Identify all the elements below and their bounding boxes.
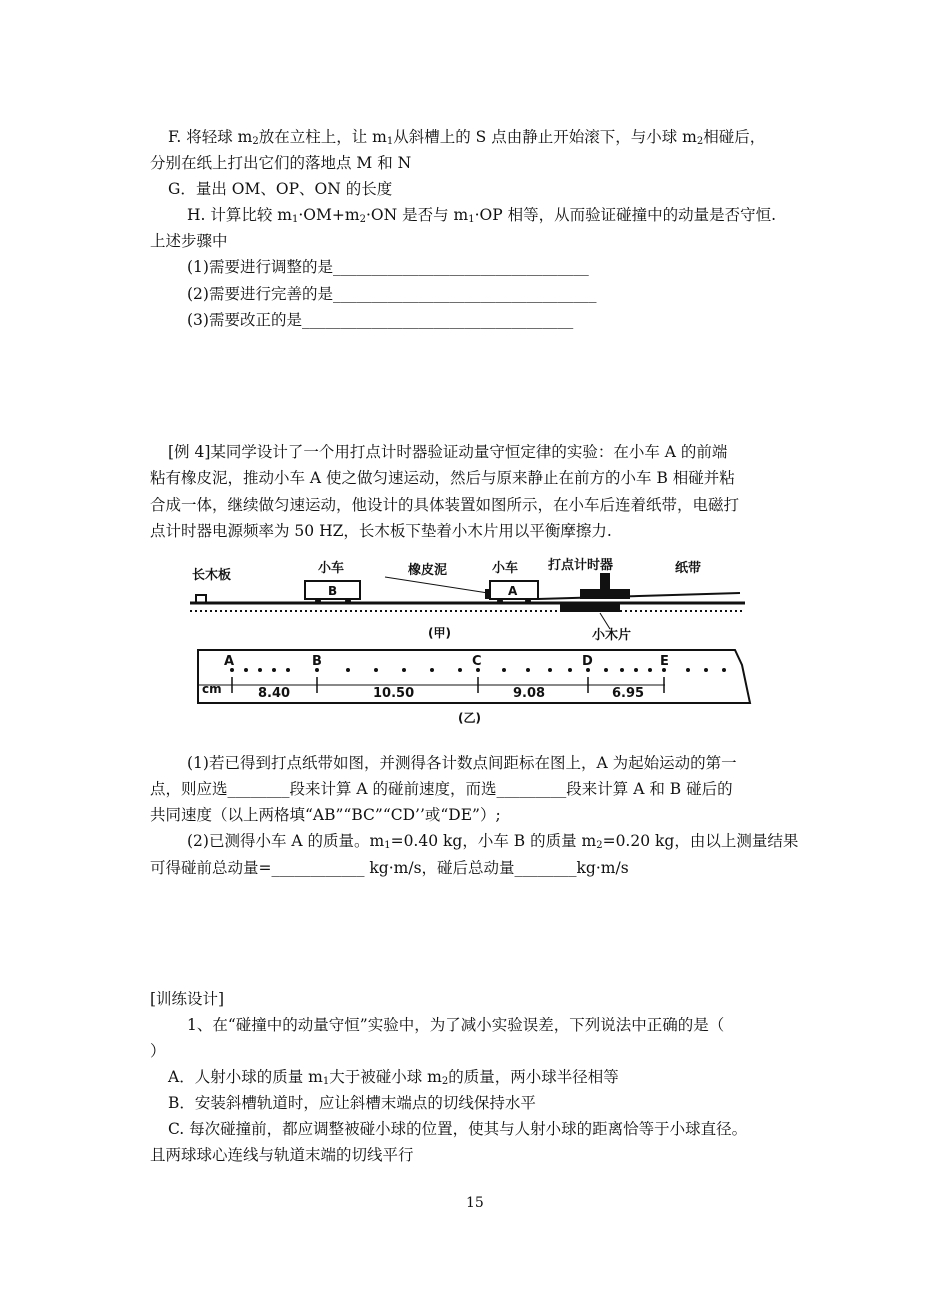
label-tape: 纸带 bbox=[675, 561, 702, 576]
question-adjust: (1)需要进行调整的是_________________________________ bbox=[187, 258, 589, 276]
point-a: A bbox=[224, 654, 235, 669]
point-d: D bbox=[582, 654, 593, 669]
point-e: E bbox=[660, 654, 669, 669]
label-cart-b: 小车 bbox=[318, 561, 345, 576]
cart-b-letter: B bbox=[328, 584, 338, 598]
distance-cd: 9.08 bbox=[513, 686, 546, 701]
cart-a-letter: A bbox=[508, 584, 518, 598]
part1-line2: 点，则应选________段来计算 A 的碰前速度，而选_________段来计算 A 和 B 碰后的 bbox=[150, 780, 733, 798]
example4-line2: 粘有橡皮泥，推动小车 A 使之做匀速运动，然后与原来静止在前方的小车 B 相碰并粘 bbox=[150, 469, 735, 487]
option-c-line2: 且两球球心连线与轨道末端的切线平行 bbox=[150, 1146, 414, 1164]
question-complete: (2)需要进行完善的是__________________________________ bbox=[187, 285, 597, 303]
step-g: G．量出 OM、OP、ON 的长度 bbox=[168, 180, 393, 198]
distance-de: 6.95 bbox=[612, 686, 645, 701]
label-long-board: 长木板 bbox=[192, 568, 232, 583]
point-b: B bbox=[312, 654, 322, 669]
distance-ab: 8.40 bbox=[258, 686, 291, 701]
part1-line1: (1)若已得到打点纸带如图，并测得各计数点间距标在图上，A 为起始运动的第一 bbox=[187, 754, 737, 772]
part2-line2: 可得碰前总动量=____________ kg·m/s，碰后总动量________kg·m/s bbox=[150, 859, 629, 877]
label-clay: 橡皮泥 bbox=[408, 563, 448, 578]
wood-block bbox=[560, 604, 620, 612]
apparatus-diagram bbox=[190, 557, 745, 643]
example4-line4: 点计时器电源频率为 50 HZ，长木板下垫着小木片用以平衡摩擦力. bbox=[150, 522, 612, 540]
unit-cm: cm bbox=[202, 682, 222, 696]
label-timer: 打点计时器 bbox=[548, 558, 614, 573]
training-q1-line2: ） bbox=[150, 1042, 166, 1060]
distance-bc: 10.50 bbox=[373, 686, 415, 701]
option-a: A．人射小球的质量 $m_1$大于被碰小球 $m_2$的质量，两小球半径相等 bbox=[168, 1068, 619, 1087]
question-correct: (3)需要改正的是___________________________________ bbox=[187, 311, 574, 329]
label-wood-block: 小木片 bbox=[592, 628, 632, 643]
part1-line3: 共同速度（以上两格填“AB”“BC”“CD’’或“DE”）; bbox=[150, 806, 501, 824]
page-number: 15 bbox=[466, 1195, 484, 1211]
clay bbox=[485, 589, 491, 599]
experiment-figure bbox=[190, 555, 760, 735]
training-heading: [训练设计] bbox=[150, 990, 225, 1008]
step-h-line1: H. 计算比较 $m_1\cdot OM+m_2\cdot ON$ 是否与 $m_1\cdot OP$ 相等，从而验证碰撞中的动量是否守恒. bbox=[187, 206, 776, 225]
label-yi: (乙) bbox=[458, 711, 481, 725]
step-h-line2: 上述步骤中 bbox=[150, 232, 228, 250]
part2-line1: (2)已测得小车 A 的质量。$m_1=0.40$ kg，小车 B 的质量 $m_2=0.20$ kg，由以上测量结果 bbox=[187, 832, 799, 851]
training-q1-line1: 1、在“碰撞中的动量守恒”实验中，为了减小实验误差，下列说法中正确的是（ bbox=[187, 1016, 725, 1034]
option-c-line1: C. 每次碰撞前，都应调整被碰小球的位置，使其与人射小球的距离恰等于小球直径。 bbox=[168, 1120, 748, 1138]
tape-diagram bbox=[198, 650, 750, 725]
point-c: C bbox=[472, 654, 482, 669]
label-cart-a: 小车 bbox=[492, 561, 519, 576]
example4-line3: 合成一体，继续做匀速运动，他设计的具体装置如图所示，在小车后连着纸带，电磁打 bbox=[150, 496, 740, 514]
example4-line1: [例 4]某同学设计了一个用打点计时器验证动量守恒定律的实验：在小车 A 的前端 bbox=[168, 443, 728, 461]
label-jia: (甲) bbox=[428, 626, 451, 640]
step-f-line1: F. 将轻球 $m_2$放在立柱上，让 $m_1$从斜槽上的 S 点由静止开始滚下，与小球 $m_2$相碰后， bbox=[168, 128, 766, 147]
step-f-line2: 分别在纸上打出它们的落地点 M 和 N bbox=[150, 154, 412, 172]
paper-tape bbox=[538, 593, 740, 599]
option-b: B．安装斜槽轨道时，应让斜槽末端点的切线保持水平 bbox=[168, 1094, 536, 1112]
